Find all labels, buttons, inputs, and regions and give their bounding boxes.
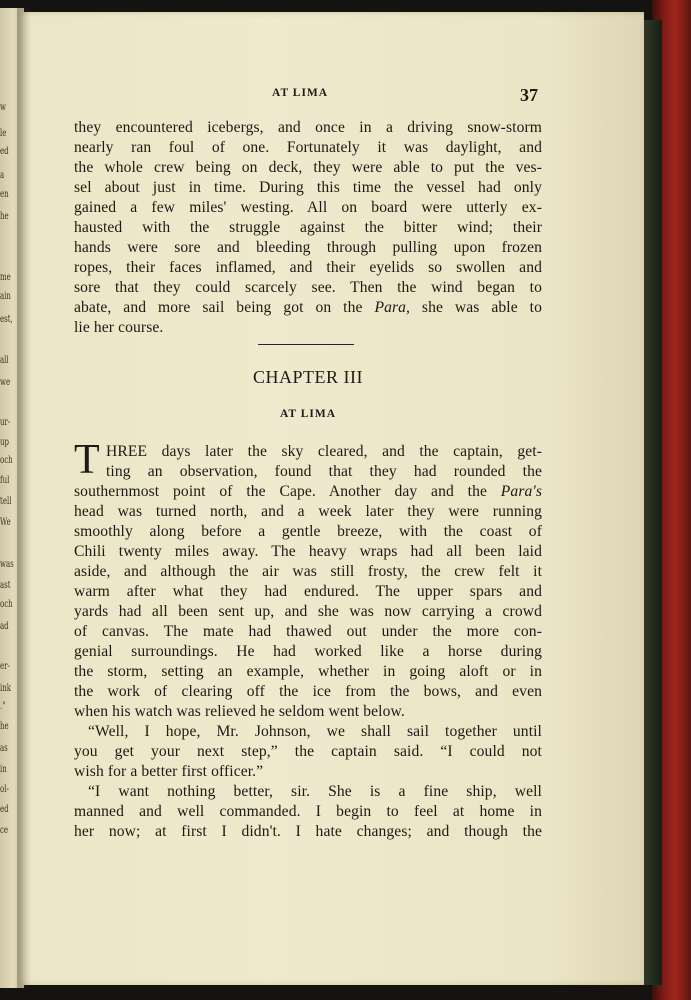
chapter-body [74,437,542,842]
margin-fragment: och [0,455,13,466]
margin-fragment: w [0,102,6,113]
text-line [74,298,542,318]
text-line: gained a few miles' westing. All on board were utterly ex- [74,199,542,216]
margin-fragment: a [0,170,5,181]
text-line: sel about just in time. During this time the vessel had only [74,179,542,196]
margin-fragment: all [0,355,9,366]
margin-fragment: was [0,559,14,570]
margin-fragment: We [0,517,11,528]
margin-fragment: ink [0,683,11,694]
ship-name-italic: Para's [500,483,542,500]
text-line: manned and well commanded. I begin to feel at home in [74,803,542,820]
previous-page-text-fragments [0,0,14,1000]
gutter-shadow [17,8,31,988]
margin-fragment: ce [0,825,9,836]
text-line: ting an observation, found that they had rounded the [106,463,542,480]
text-line: ropes, their faces inflamed, and their eyelids so swollen and [74,259,542,276]
running-header: AT LIMA [272,87,329,99]
chapter-subheading: AT LIMA [279,408,337,420]
margin-fragment: er- [0,661,10,672]
text-line: lie her course. [74,319,164,336]
margin-fragment: tell [0,496,12,507]
text-span: southernmost point of the Cape. Another day and the [74,483,501,500]
section-divider [258,344,354,345]
text-line: of canvas. The mate had thawed out under the more con- [74,623,542,640]
margin-fragment: as [0,743,8,754]
text-line: sore that they could scarcely see. Then the wind began to [74,279,542,296]
margin-fragment: ." [0,701,6,712]
text-line: aside, and although the air was still frosty, the crew felt it [74,563,542,580]
text-line: you get your next step,” the captain said. “I could not [74,743,542,760]
text-line: head was turned north, and a week later they were running [74,503,542,520]
text-line: Chili twenty miles away. The heavy wraps had all been laid [74,543,542,560]
margin-fragment: est, [0,314,13,325]
text-line [74,482,542,502]
margin-fragment: le [0,128,7,139]
margin-fragment: ed [0,804,9,815]
text-line: hausted with the struggle against the bitter wind; their [74,219,542,236]
margin-fragment: ful [0,475,10,486]
text-line: the whole crew being on deck, they were able to put the ves- [74,159,542,176]
margin-fragment: me [0,272,11,283]
drop-cap: T [74,437,100,483]
margin-fragment: och [0,599,13,610]
text-span: she was able to [410,299,542,316]
text-span: abate, and more sail being got on the [74,299,375,316]
margin-fragment: ad [0,621,9,632]
text-line: her now; at first I didn't. I hate changes; and though the [74,823,542,840]
margin-fragment: ur- [0,417,11,428]
margin-fragment: ol- [0,784,9,795]
margin-fragment: in [0,764,7,775]
margin-fragment: he [0,211,9,222]
text-line: the storm, setting an example, whether in going aloft or in [74,663,542,680]
text-line: yards had all been sent up, and she was now carrying a crowd [74,603,542,620]
chapter-heading: CHAPTER III [253,367,363,387]
margin-fragment: en [0,189,9,200]
text-line: HREE days later the sky cleared, and the captain, get- [106,443,542,460]
continuing-paragraph [74,118,542,338]
text-line: genial surroundings. He had worked like a horse during [74,643,542,660]
ship-name-italic: Para, [374,299,411,316]
margin-fragment: ast [0,580,11,591]
margin-fragment: ed [0,146,9,157]
margin-fragment: ain [0,291,11,302]
text-line: wish for a better first officer.” [74,763,264,780]
text-line: “Well, I hope, Mr. Johnson, we shall sail together until [88,723,542,740]
margin-fragment: up [0,437,9,448]
margin-fragment: he [0,721,9,732]
text-line: warm after what they had endured. The upper spars and [74,583,542,600]
text-line: smoothly along before a gentle breeze, with the coast of [74,523,542,540]
page-number: 37 [520,85,538,105]
text-line: hands were sore and bleeding through pulling upon frozen [74,239,542,256]
margin-fragment: we [0,377,11,388]
text-line: they encountered icebergs, and once in a driving snow-storm [74,119,542,136]
text-line: the work of clearing off the ice from the bows, and even [74,683,542,700]
text-line: when his watch was relieved he seldom went below. [74,703,405,720]
text-line: “I want nothing better, sir. She is a fine ship, well [88,783,542,800]
text-line: nearly ran foul of one. Fortunately it was daylight, and [74,139,542,156]
